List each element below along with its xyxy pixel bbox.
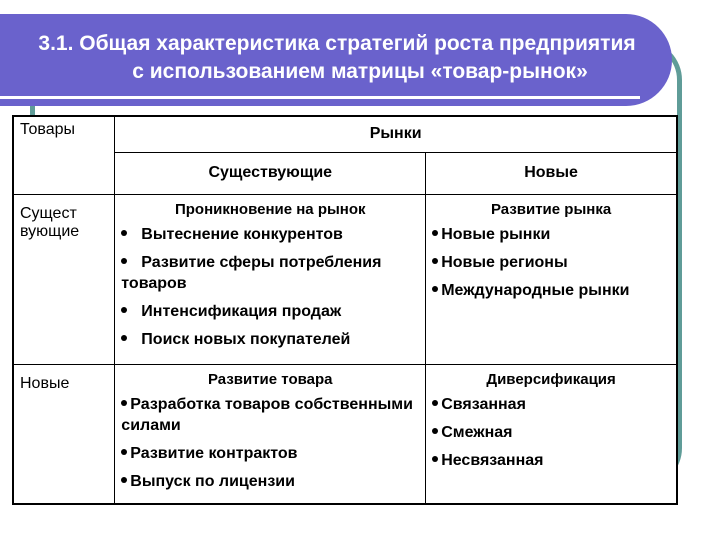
row-header-existing-label: Сущест вующие <box>20 204 80 240</box>
cell-title: Развитие товара <box>207 370 333 388</box>
row-header-existing <box>13 194 115 364</box>
list-item: Выпуск по лицензии <box>121 471 419 492</box>
bullet-icon <box>432 286 438 292</box>
bullet-icon <box>121 258 127 264</box>
bullet-icon <box>121 400 127 406</box>
slide-title <box>0 30 720 86</box>
cell-title: Развитие рынка <box>490 200 612 218</box>
bullet-icon <box>432 258 438 264</box>
list-item: Несвязанная <box>432 450 670 471</box>
list-item: Связанная <box>432 394 670 415</box>
cell-title: Диверсификация <box>486 370 616 388</box>
bullet-icon <box>432 456 438 462</box>
title-underline <box>0 96 640 99</box>
list-item: Развитие сферы потребления товаров <box>121 253 382 292</box>
cell-diversification <box>426 364 677 504</box>
row-header-new: Новые <box>13 364 115 504</box>
list-item: Поиск новых покупателей <box>121 329 419 350</box>
list-item: Смежная <box>432 422 670 443</box>
title-line-2: с использованием матрицы «товар-рынок» <box>132 60 588 83</box>
bullet-list <box>432 394 670 471</box>
column-header-existing: Существующие <box>115 152 426 194</box>
list-item: Новые регионы <box>432 252 670 273</box>
bullet-icon <box>121 477 127 483</box>
title-line-1: 3.1. Общая характеристика стратегий роста предприятия <box>38 32 636 55</box>
bullet-icon <box>432 400 438 406</box>
corner-cell: Товары <box>13 116 115 194</box>
bullet-list <box>121 224 419 350</box>
cell-market-development <box>426 194 677 364</box>
column-header-new: Новые <box>426 152 677 194</box>
bullet-icon <box>121 230 127 236</box>
cell-product-development <box>115 364 426 504</box>
bullet-list <box>432 224 670 301</box>
bullet-icon <box>432 428 438 434</box>
bullet-list <box>121 394 419 492</box>
list-item: Разработка товаров собственными силами <box>121 395 413 434</box>
list-item: Новые рынки <box>432 224 670 245</box>
markets-header: Рынки <box>115 116 677 152</box>
list-item: Интенсификация продаж <box>121 301 419 322</box>
list-item: Международные рынки <box>432 280 670 301</box>
cell-market-penetration <box>115 194 426 364</box>
bullet-icon <box>121 307 127 313</box>
cell-title: Проникновение на рынок <box>174 200 366 218</box>
product-market-matrix <box>12 115 678 505</box>
list-item: Развитие контрактов <box>121 443 419 464</box>
bullet-icon <box>432 230 438 236</box>
bullet-icon <box>121 449 127 455</box>
list-item: Вытеснение конкурентов <box>121 224 419 245</box>
bullet-icon <box>121 335 127 341</box>
